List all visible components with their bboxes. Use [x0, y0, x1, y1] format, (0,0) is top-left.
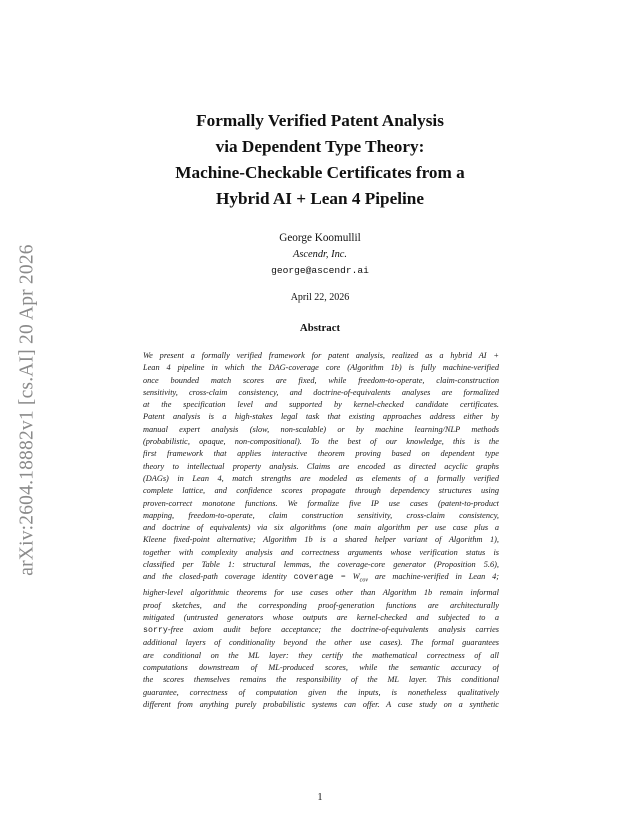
math-w: W: [352, 572, 360, 582]
abstract-line: proven-correct monotone functions. We formalize five IP use cases (patent-to-product: [143, 498, 499, 508]
abstract-fragment: -free axiom audit before acceptance; the doctrine-of-equivalents analysis carries: [167, 625, 499, 635]
abstract-line: theory to intellectual property analysis. Claims are encoded as directed acyclic graphs: [143, 461, 499, 471]
abstract-line: proof sketches, and the corresponding proof-generation functions are architecturally: [143, 600, 499, 610]
abstract-fragment: are machine-verified in Lean 4;: [374, 572, 499, 582]
paper-title: [120, 108, 520, 212]
author-name: George Koomullil: [279, 232, 361, 244]
abstract-line: together with complexity analysis and correctness arguments whose verification status is: [143, 547, 499, 557]
abstract-line: are conditional on the ML layer: they certify the mathematical correctness of all: [143, 650, 499, 660]
abstract-line: different from anything purely probabilistic systems can offer. A case study on a synthetic: [143, 699, 499, 709]
abstract-line: sensitivity, cross-claim consistency, and doctrine-of-equivalents analyses are formalized: [143, 387, 499, 397]
abstract-line: mitigated (untrusted generators whose outputs are kernel-checked and subjected to a: [143, 612, 499, 622]
arxiv-sidebar: [6, 190, 50, 630]
abstract-line: We present a formally verified framework for patent analysis, realized as a hybrid AI +: [143, 351, 499, 360]
abstract-line: classified per Table 1: structural lemmas, the coverage-core generator (Proposition 5.6),: [143, 560, 499, 570]
title-line: Hybrid AI + Lean 4 Pipeline: [216, 189, 424, 208]
abstract-line: (probabilistic, opaque, non-compositional). To the best of our knowledge, this is the: [143, 437, 499, 447]
abstract-line: Patent analysis is a high-stakes legal task that existing approaches address either by: [143, 412, 499, 422]
arxiv-identifier: arXiv:2604.18882v1 [cs.AI] 20 Apr 2026: [17, 244, 39, 576]
abstract-line: complete lattice, and confidence scores propagate through dependency structures using: [143, 486, 499, 496]
inline-code-sorry: sorry: [143, 626, 168, 636]
abstract-heading: Abstract: [299, 322, 341, 334]
title-line: via Dependent Type Theory:: [215, 137, 425, 156]
math-cov-subscript: cov: [359, 578, 368, 584]
paper-date: April 22, 2026: [290, 292, 350, 303]
title-line: Formally Verified Patent Analysis: [196, 111, 444, 130]
inline-code-coverage: coverage: [293, 573, 334, 583]
abstract-line: additional layers of conditionality beyond the other use cases). The formal guarantees: [143, 638, 499, 648]
math-equals: =: [333, 572, 353, 582]
abstract-line: Kleene fixed-point alternative; Algorithm 1b is a shared helper variant of Algorithm 1),: [143, 535, 499, 545]
abstract-line: manual expert analysis (slow, non-scalable) or by machine learning/NLP methods: [143, 424, 499, 434]
abstract-line-mixed: [143, 571, 499, 587]
author-affiliation: Ascendr, Inc.: [293, 249, 347, 260]
abstract-line: and doctrine of equivalents) via six algorithms (one main algorithm per use case plus a: [143, 523, 499, 533]
page-number: 1: [317, 792, 323, 803]
title-line: Machine-Checkable Certificates from a: [175, 163, 465, 182]
abstract-line: higher-level algorithmic theorems for use cases other than Algorithm 1b remain informal: [143, 588, 499, 598]
abstract-line: once bounded match scores are fixed, while freedom-to-operate, claim-construction: [143, 375, 499, 385]
abstract-line-mixed: [143, 624, 499, 637]
author-email[interactable]: george@ascendr.ai: [271, 265, 369, 276]
abstract-line: mapping, freedom-to-operate, claim construction sensitivity, cross-claim consistency,: [143, 510, 499, 520]
abstract-line: at the specification level and supported by kernel-checked candidate certificates.: [143, 400, 499, 410]
abstract-line: the scores themselves remains the responsibility of the ML layer. This conditional: [143, 675, 499, 685]
abstract-body: [143, 350, 499, 711]
abstract-line: first framework that applies interactive theorem proving based on dependent type: [143, 449, 499, 459]
abstract-line: computations downstream of ML-produced scores, while the semantic accuracy of: [143, 663, 499, 673]
abstract-line: (DAGs) in Lean 4, match strengths are modeled as elements of a formally verified: [143, 473, 499, 483]
abstract-line: guarantee, correctness of computation given the inputs, is nonetheless qualitatively: [143, 687, 499, 697]
abstract-line: Lean 4 pipeline in which the DAG-coverage core (Algorithm 1b) is fully machine-verified: [143, 363, 499, 373]
abstract-fragment: and the closed-path coverage identity: [143, 572, 287, 582]
